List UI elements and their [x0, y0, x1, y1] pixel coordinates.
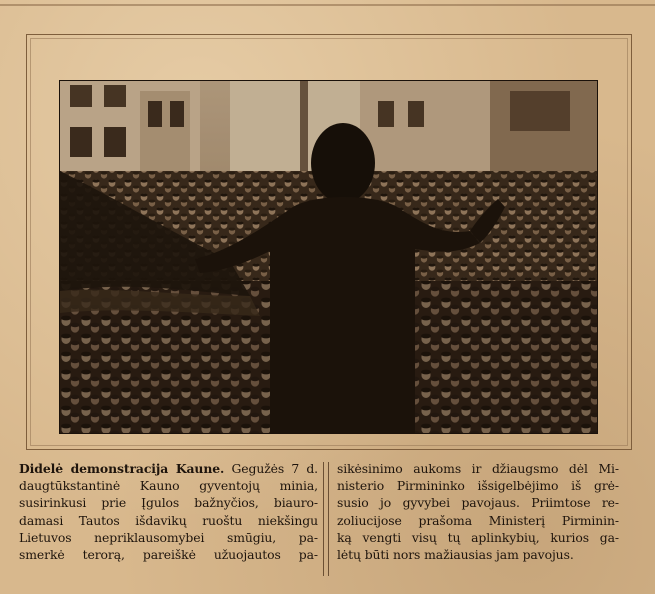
caption-line: daugtūkstantinė Kauno gyventojų minia,	[19, 478, 318, 494]
headline: Didelė demonstracija Kaune.	[19, 461, 225, 476]
demonstration-photo	[59, 80, 598, 434]
caption-line: nisterio Pirmininko išsigelbėjimo iš grė-	[337, 478, 619, 494]
caption-line: susirinkusi prie Įgulos bažnyčios, biauro-	[19, 495, 318, 511]
caption-line: smerkė terorą, pareiškė užuojautos pa-	[19, 547, 318, 563]
caption-right-column	[337, 460, 619, 563]
caption-line: zoliucijose prašoma Ministerį Pirminin-	[337, 512, 619, 528]
caption-line: sikėsinimo aukoms ir džiaugsmo dėl Mi-	[337, 461, 619, 476]
caption-line: Lietuvos nepriklausomybei smūgiu, pa-	[19, 529, 318, 545]
caption-line: Didelė demonstracija Kaune. Gegužės 7 d.	[19, 461, 318, 476]
demonstration-photo-illustration	[60, 81, 597, 433]
caption-line: lėtų būti nors mažiausias jam pavojus.	[337, 547, 574, 563]
column-divider	[323, 462, 329, 576]
top-rule	[0, 4, 655, 6]
caption-left-column	[19, 460, 318, 563]
caption-line: ką vengti visų tų aplinkybių, kurios ga-	[337, 529, 619, 545]
caption-line: damasi Tautos išdavikų ruoštu niekšingu	[19, 512, 318, 528]
caption-line: susio jo gyvybei pavojaus. Priimtose re-	[337, 495, 619, 511]
